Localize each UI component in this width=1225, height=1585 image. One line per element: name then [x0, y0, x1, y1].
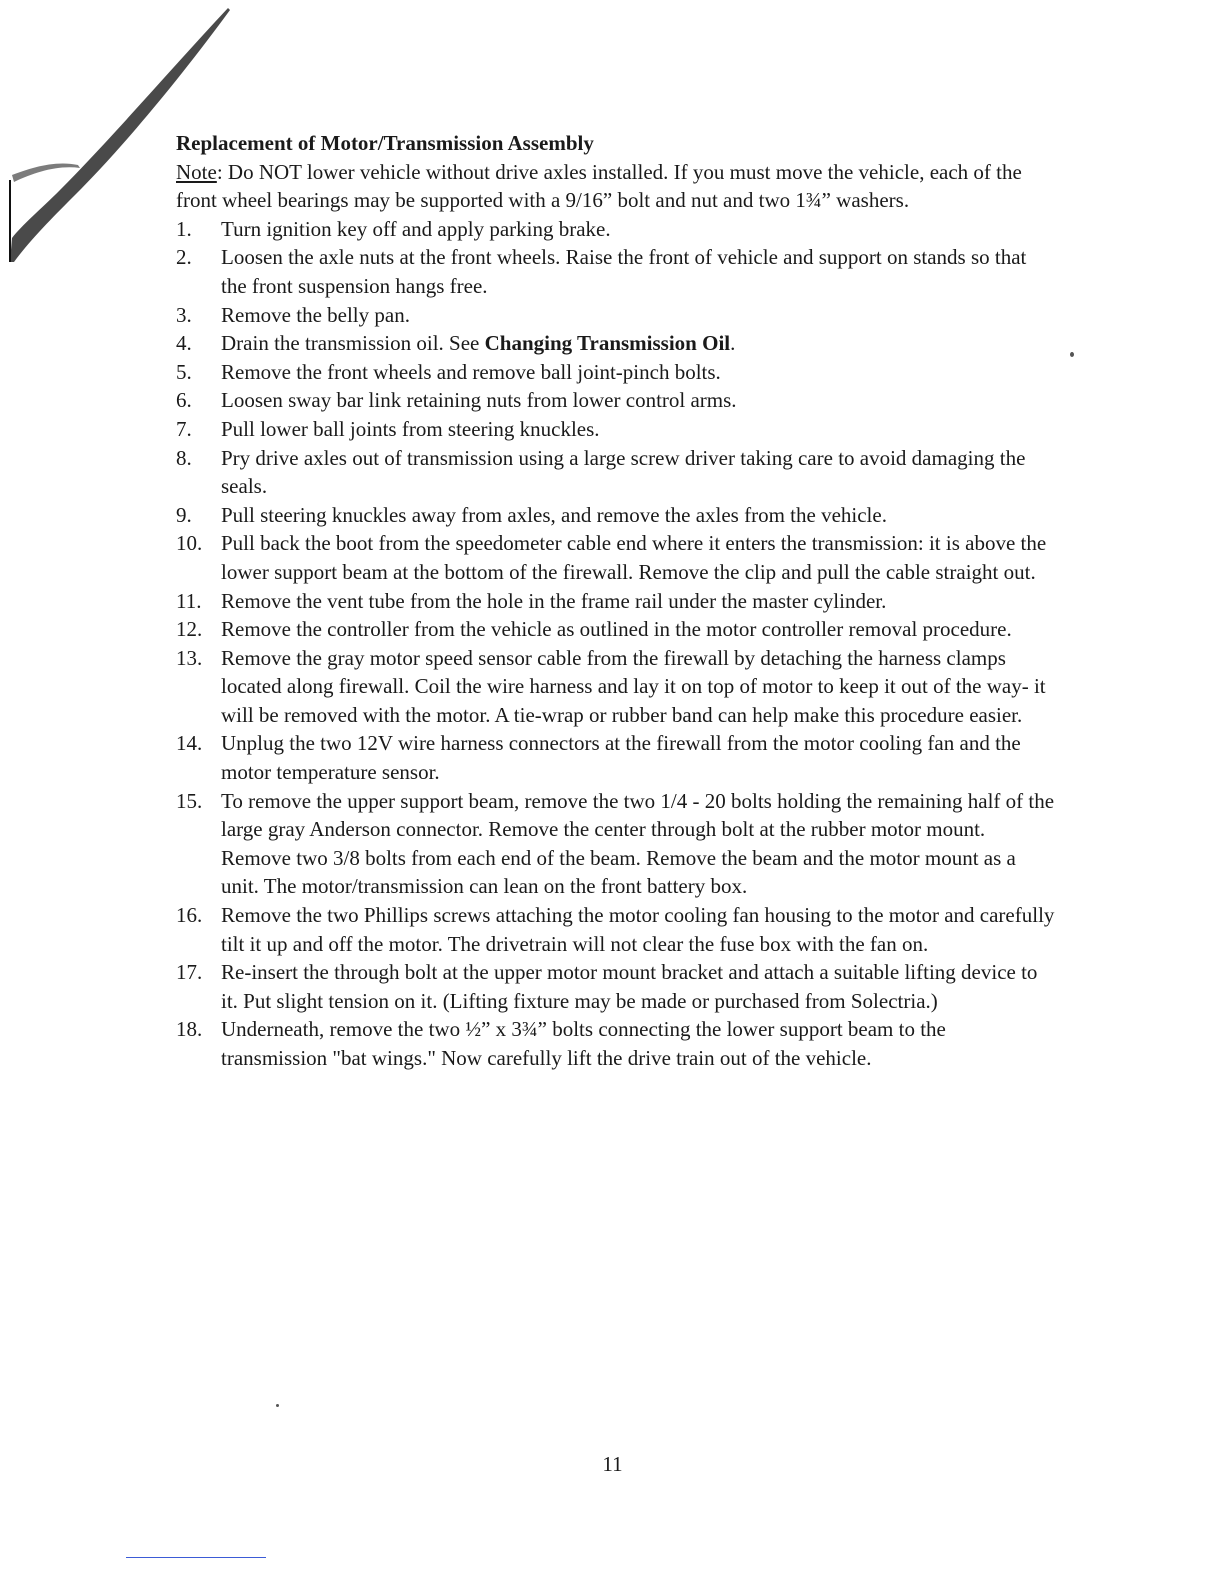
step-text: Remove the front wheels and remove ball joint-pinch bolts. — [221, 359, 721, 384]
note-text: : Do NOT lower vehicle without drive axles installed. If you must move the vehicle, each of the front wheel bearings may be supported with a 9/16” bolt and nut and two 1¾” washers. — [176, 159, 1022, 213]
step-number: 2. — [176, 245, 192, 270]
footer-rule — [126, 1557, 266, 1558]
step-number: 13. — [176, 645, 203, 670]
step-text: Re-insert the through bolt at the upper motor mount bracket and attach a suitable lifting device to it. Put slight tension on it. (Lifting fixture may be made or purchased from Solectria.) — [221, 960, 1038, 1013]
step-text-end: . — [730, 331, 736, 356]
step-number: 11. — [176, 588, 202, 613]
step-text: Unplug the two 12V wire harness connectors at the firewall from the motor cooling fan and the motor temperature sensor. — [221, 731, 1021, 785]
note-label: Note — [176, 159, 217, 184]
step-text: Pull back the boot from the speedometer cable end where it enters the transmission: it is above the lower support beam at the bottom of the firewall. Remove the clip and pull the cable straight out. — [221, 531, 1047, 584]
step-item — [176, 329, 1056, 358]
step-number: 5. — [176, 359, 192, 384]
step-item — [176, 529, 1056, 586]
step-text: Remove the gray motor speed sensor cable from the firewall by detaching the harness clamps located along firewall. Coil the wire harness and lay it on top of motor to keep it out of the way- it will be removed with the motor. A tie-wrap or rubber band can help make this procedure easier. — [221, 645, 1046, 727]
page-number: 11 — [602, 1452, 623, 1476]
step-item — [176, 301, 1056, 330]
step-text: Turn ignition key off and apply parking brake. — [221, 216, 611, 241]
step-number: 18. — [176, 1017, 203, 1042]
step-number: 16. — [176, 903, 203, 928]
step-number: 7. — [176, 416, 192, 441]
step-text: Loosen sway bar link retaining nuts from lower control arms. — [221, 388, 737, 413]
step-item — [176, 787, 1056, 901]
step-item — [176, 243, 1056, 300]
step-item — [176, 501, 1056, 530]
step-item — [176, 386, 1056, 415]
step-number: 8. — [176, 445, 192, 470]
step-number: 12. — [176, 617, 203, 642]
scan-speck — [276, 1404, 279, 1407]
step-text: Drain the transmission oil. See — [221, 331, 485, 356]
step-text: Remove the two Phillips screws attaching the motor cooling fan housing to the motor and carefully tilt it up and off the motor. The drivetrain will not clear the fuse box with the fan on. — [221, 903, 1055, 956]
step-text: Pull steering knuckles away from axles, and remove the axles from the vehicle. — [221, 502, 887, 527]
step-text: Pry drive axles out of transmission using a large screw driver taking care to avoid damaging the seals. — [221, 445, 1026, 499]
section-heading: Replacement of Motor/Transmission Assembly — [176, 131, 594, 155]
procedure-steps — [176, 215, 1056, 1073]
step-item — [176, 215, 1056, 244]
step-number: 6. — [176, 388, 192, 413]
step-number: 9. — [176, 502, 192, 527]
step-number: 4. — [176, 331, 192, 356]
step-item — [176, 1015, 1056, 1072]
step-text: Pull lower ball joints from steering knuckles. — [221, 416, 600, 441]
step-reference: Changing Transmission Oil — [484, 331, 731, 356]
step-number: 15. — [176, 788, 203, 813]
step-item — [176, 901, 1056, 958]
step-text: Remove the belly pan. — [221, 302, 410, 327]
step-number: 1. — [176, 216, 192, 241]
step-item — [176, 644, 1056, 730]
step-text: Loosen the axle nuts at the front wheels. Raise the front of vehicle and support on stands so that the front suspension hangs free. — [221, 245, 1027, 298]
step-item — [176, 415, 1056, 444]
step-item — [176, 444, 1056, 501]
step-item — [176, 958, 1056, 1015]
step-text: To remove the upper support beam, remove the two 1/4 - 20 bolts holding the remaining half of the large gray Anderson connector. Remove the center through bolt at the rubber motor mount. Remove two 3/8 bolts from each end of the beam. Remove the beam and the motor mount as a unit. The motor/transmission can lean on the front battery box. — [221, 788, 1055, 899]
scan-speck — [1070, 352, 1074, 357]
step-text: Remove the vent tube from the hole in the frame rail under the master cylinder. — [221, 588, 887, 613]
step-number: 14. — [176, 731, 203, 756]
step-item — [176, 587, 1056, 616]
document-body — [176, 129, 1056, 1073]
step-item — [176, 615, 1056, 644]
step-item — [176, 358, 1056, 387]
step-number: 10. — [176, 531, 203, 556]
step-item — [176, 729, 1056, 786]
step-text: Underneath, remove the two ½” x 3¾” bolts connecting the lower support beam to the transmission "bat wings." Now carefully lift the drive train out of the vehicle. — [221, 1017, 946, 1070]
step-number: 3. — [176, 302, 192, 327]
step-number: 17. — [176, 960, 203, 985]
step-text: Remove the controller from the vehicle as outlined in the motor controller removal procedure. — [221, 617, 1012, 642]
note-paragraph — [176, 158, 1056, 215]
